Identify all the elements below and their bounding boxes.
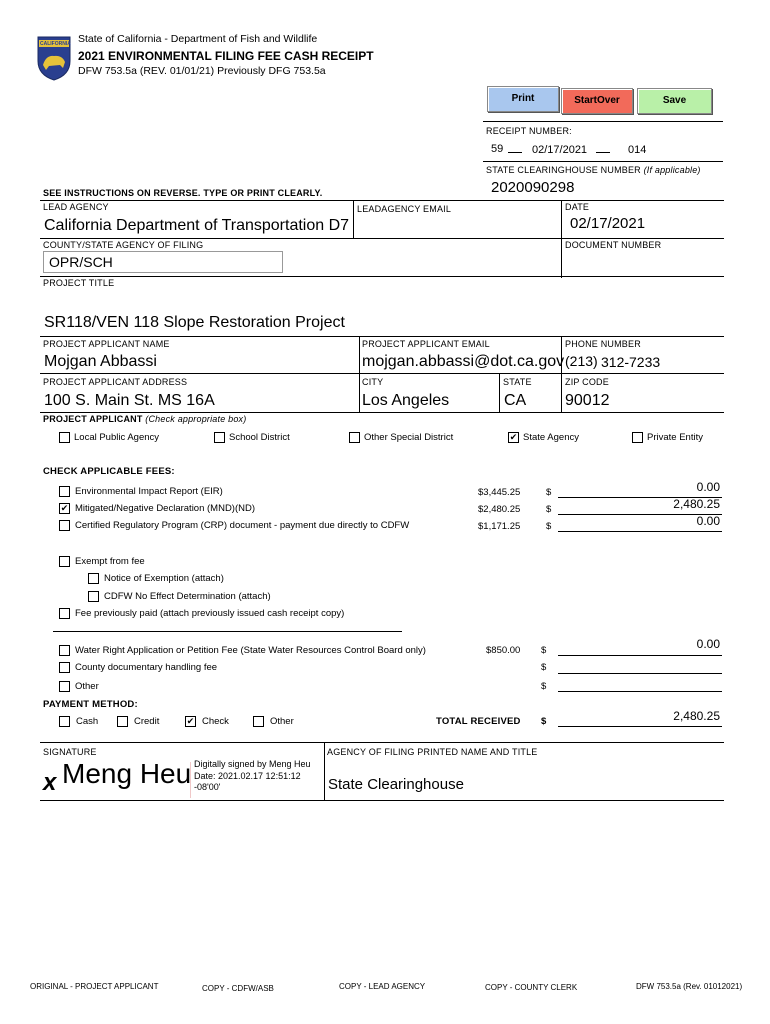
footer-rev: DFW 753.5a (Rev. 01012021) xyxy=(636,982,743,991)
fee-amount[interactable]: 2,480.25 xyxy=(673,497,720,511)
fee-currency: $ xyxy=(546,521,552,532)
applicant-type-option-label: Private Entity xyxy=(647,432,703,443)
footer-original: ORIGINAL - PROJECT APPLICANT xyxy=(30,982,159,991)
county-handling-currency: $ xyxy=(541,662,547,673)
fee-label: Mitigated/Negative Declaration (MND)(ND) xyxy=(75,503,256,514)
notice-exemption-label: Notice of Exemption (attach) xyxy=(104,573,224,584)
save-button[interactable]: Save xyxy=(637,88,712,114)
no-effect-checkbox[interactable] xyxy=(88,591,99,602)
fee-currency: $ xyxy=(546,504,552,515)
other-fee-label: Other xyxy=(75,681,99,692)
applicant-name-label: PROJECT APPLICANT NAME xyxy=(43,339,170,349)
applicant-type-label xyxy=(43,414,246,424)
footer-copy-cdfw: COPY - CDFW/ASB xyxy=(202,984,274,993)
receipt-part2: 02/17/2021 xyxy=(532,144,588,156)
payment-checkbox[interactable] xyxy=(117,716,128,727)
fee-checkbox[interactable]: ✔ xyxy=(60,503,69,513)
form-title: 2021 ENVIRONMENTAL FILING FEE CASH RECEIPT xyxy=(78,49,374,63)
receipt-part3: 014 xyxy=(628,144,647,156)
project-title-label: PROJECT TITLE xyxy=(43,278,115,288)
exempt-label: Exempt from fee xyxy=(75,556,145,567)
notice-exemption-checkbox[interactable] xyxy=(88,573,99,584)
signature-label: SIGNATURE xyxy=(43,747,97,757)
form-id: DFW 753.5a (REV. 01/01/21) Previously DFG 753.5a xyxy=(78,65,326,77)
previously-paid-checkbox[interactable] xyxy=(59,608,70,619)
fee-checkbox[interactable] xyxy=(59,520,70,531)
state-label: STATE xyxy=(503,377,532,387)
applicant-type-option-label: Other Special District xyxy=(364,432,454,443)
digital-signature-block xyxy=(194,759,311,794)
footer-copy-lead: COPY - LEAD AGENCY xyxy=(339,982,426,991)
fee-amount[interactable]: 0.00 xyxy=(696,480,720,494)
applicant-type-option-label: School District xyxy=(229,432,290,443)
county-value: OPR/SCH xyxy=(49,254,113,270)
total-received-amount[interactable]: 2,480.25 xyxy=(673,709,720,723)
start-over-button[interactable]: StartOver xyxy=(561,88,633,114)
applicant-email-label: PROJECT APPLICANT EMAIL xyxy=(362,339,490,349)
receipt-part1: 59 xyxy=(491,143,504,155)
water-right-amount[interactable]: 0.00 xyxy=(696,637,720,651)
fee-amount-line xyxy=(558,531,722,532)
clearinghouse-label xyxy=(486,165,701,175)
payment-option-label: Cash xyxy=(76,716,99,727)
city-label: CITY xyxy=(362,377,384,387)
applicant-type-option-label: Local Public Agency xyxy=(74,432,160,443)
applicant-type-checkbox[interactable] xyxy=(349,432,360,443)
fee-amount[interactable]: 0.00 xyxy=(696,514,720,528)
fee-label: Certified Regulatory Program (CRP) document - payment due directly to CDFW xyxy=(75,520,410,531)
water-right-checkbox[interactable] xyxy=(59,645,70,656)
city-field[interactable]: Los Angeles xyxy=(362,392,450,409)
digital-signature-line3: -08'00' xyxy=(194,782,221,792)
date-field[interactable]: 02/17/2021 xyxy=(570,215,646,232)
total-received-label: TOTAL RECEIVED xyxy=(436,716,521,727)
other-fee-checkbox[interactable] xyxy=(59,681,70,692)
phone-number-field[interactable]: 312-7233 xyxy=(601,354,661,370)
payment-option-label: Other xyxy=(270,716,294,727)
signature-name[interactable]: Meng Heu xyxy=(62,758,192,789)
agency-filing-field[interactable]: State Clearinghouse xyxy=(328,776,464,793)
applicant-name-field[interactable]: Mojgan Abbassi xyxy=(44,353,157,370)
state-field[interactable]: CA xyxy=(504,392,527,409)
fee-price: $1,171.25 xyxy=(478,521,521,532)
payment-checkbox[interactable]: ✔ xyxy=(186,716,195,726)
payment-option-label: Check xyxy=(202,716,229,727)
water-right-currency: $ xyxy=(541,645,547,656)
county-label: COUNTY/STATE AGENCY OF FILING xyxy=(43,240,204,250)
clearinghouse-number: 2020090298 xyxy=(491,179,575,196)
state-seal-logo xyxy=(36,35,72,81)
fees-heading: CHECK APPLICABLE FEES: xyxy=(43,466,175,477)
payment-checkbox[interactable] xyxy=(59,716,70,727)
applicant-type-checkbox[interactable] xyxy=(59,432,70,443)
document-number-label: DOCUMENT NUMBER xyxy=(565,240,662,250)
no-effect-label: CDFW No Effect Determination (attach) xyxy=(104,591,271,602)
applicant-type-checkbox[interactable]: ✔ xyxy=(509,432,518,442)
lead-agency-email-label: LEADAGENCY EMAIL xyxy=(357,204,452,214)
payment-checkbox[interactable] xyxy=(253,716,264,727)
applicant-email-field[interactable]: mojgan.abbassi@dot.ca.gov xyxy=(362,353,565,370)
department-name: State of California - Department of Fish and Wildlife xyxy=(78,33,318,45)
exempt-checkbox[interactable] xyxy=(59,556,70,567)
signature-x-mark: x xyxy=(43,769,57,796)
address-label: PROJECT APPLICANT ADDRESS xyxy=(43,377,188,387)
instructions-text: SEE INSTRUCTIONS ON REVERSE. TYPE OR PRINT CLEARLY. xyxy=(43,188,323,198)
fee-currency: $ xyxy=(546,487,552,498)
applicant-type-checkbox[interactable] xyxy=(214,432,225,443)
seal-text: CALIFORNIA xyxy=(40,41,71,47)
zip-label: ZIP CODE xyxy=(565,377,609,387)
payment-option-label: Credit xyxy=(134,716,160,727)
agency-filing-label: AGENCY OF FILING PRINTED NAME AND TITLE xyxy=(327,747,538,757)
county-handling-label: County documentary handling fee xyxy=(75,662,218,673)
previously-paid-label: Fee previously paid (attach previously issued cash receipt copy) xyxy=(75,608,345,619)
total-currency: $ xyxy=(541,716,547,727)
fee-price: $2,480.25 xyxy=(478,504,521,515)
digital-signature-line2: Date: 2021.02.17 12:51:12 xyxy=(194,770,301,781)
phone-area-field[interactable]: (213) xyxy=(565,353,598,369)
county-handling-checkbox[interactable] xyxy=(59,662,70,673)
project-title-field[interactable]: SR118/VEN 118 Slope Restoration Project xyxy=(44,314,345,331)
zip-field[interactable]: 90012 xyxy=(565,392,610,409)
water-right-label: Water Right Application or Petition Fee (State Water Resources Control Board only) xyxy=(75,645,426,656)
digital-signature-line1: Digitally signed by Meng Heu xyxy=(194,759,311,769)
applicant-type-label-text: PROJECT APPLICANT xyxy=(43,414,143,424)
phone-label: PHONE NUMBER xyxy=(565,339,641,349)
applicant-type-note: (Check appropriate box) xyxy=(145,414,247,424)
county-field[interactable] xyxy=(43,251,283,273)
payment-method-label: PAYMENT METHOD: xyxy=(43,699,138,710)
fee-price: $3,445.25 xyxy=(478,487,521,498)
footer-copy-county: COPY - COUNTY CLERK xyxy=(485,983,578,992)
address-field[interactable]: 100 S. Main St. MS 16A xyxy=(44,392,215,409)
date-label: DATE xyxy=(565,202,590,212)
fee-label: Environmental Impact Report (EIR) xyxy=(75,486,223,497)
print-button[interactable]: Print xyxy=(487,86,559,112)
water-right-price: $850.00 xyxy=(486,645,521,656)
applicant-type-option-label: State Agency xyxy=(523,432,579,443)
fee-checkbox[interactable] xyxy=(59,486,70,497)
lead-agency-label: LEAD AGENCY xyxy=(43,202,109,212)
receipt-number-label: RECEIPT NUMBER: xyxy=(486,126,572,136)
other-fee-currency: $ xyxy=(541,681,547,692)
lead-agency-field[interactable]: California Department of Transportation D7 xyxy=(44,217,350,234)
clearinghouse-note: (If applicable) xyxy=(643,165,701,175)
applicant-type-checkbox[interactable] xyxy=(632,432,643,443)
clearinghouse-label-text: STATE CLEARINGHOUSE NUMBER xyxy=(486,165,641,175)
